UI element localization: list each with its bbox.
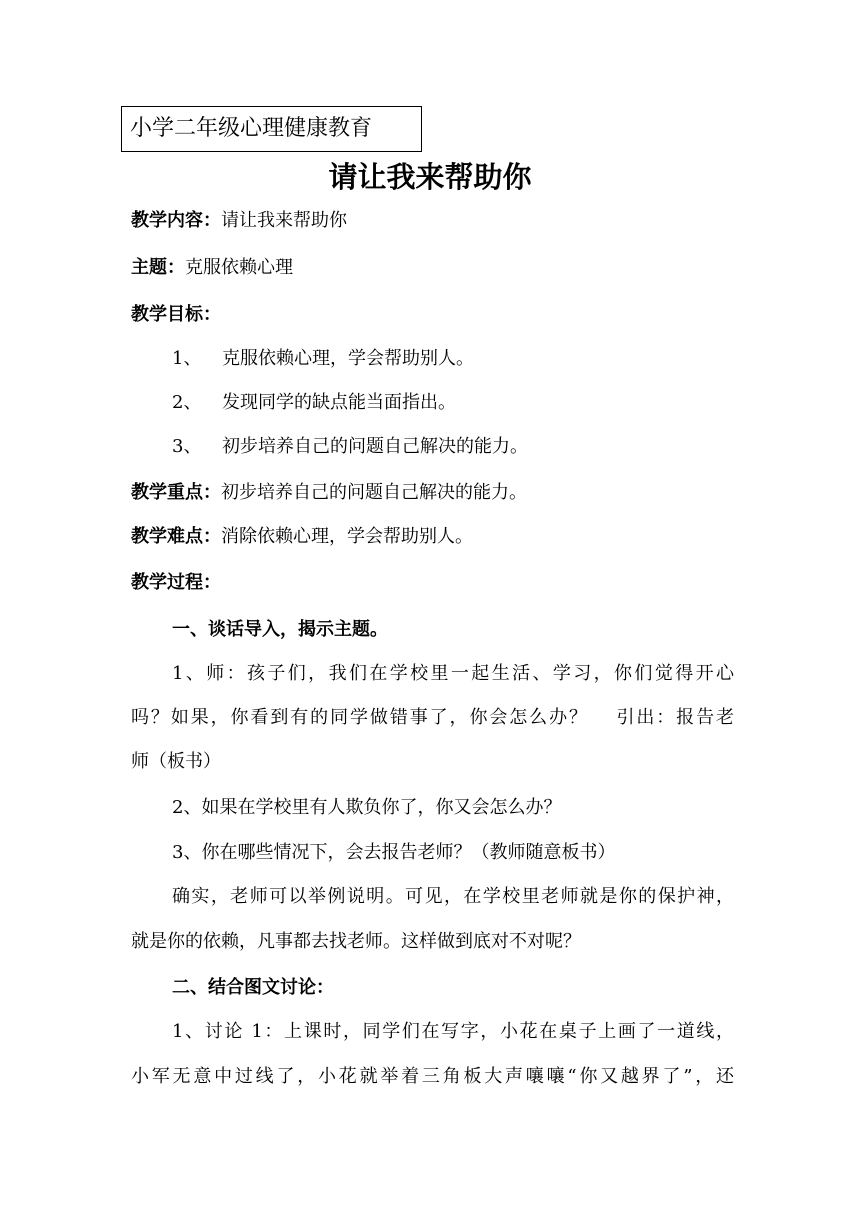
theme-value: 克服依赖心理 [185, 257, 293, 278]
goal-item [172, 346, 474, 372]
difficulty-field [131, 524, 473, 550]
section2-p1-line1: 1、讨论 1：上课时，同学们在写字，小花在桌子上画了一道线， [172, 1021, 734, 1042]
goal-number: 3、 [172, 436, 202, 457]
section1-p2: 2、如果在学校里有人欺负你了，你又会怎么办？ [172, 797, 562, 818]
process-label: 教学过程： [131, 572, 221, 593]
goal-text: 初步培养自己的问题自己解决的能力。 [222, 436, 528, 457]
section1-p4-line1: 确实，老师可以举例说明。可见，在学校里老师就是你的保护神， [172, 886, 734, 907]
section1-p1-line1: 1、师：孩子们，我们在学校里一起生活、学习，你们觉得开心 [172, 663, 734, 684]
lesson-title: 请让我来帮助你 [328, 160, 532, 194]
section1-p1-line3: 师（板书） [131, 751, 221, 772]
theme-label: 主题： [131, 257, 185, 278]
section2-heading: 二、结合图文讨论： [172, 977, 334, 998]
content-value: 请让我来帮助你 [221, 210, 347, 231]
content-field [131, 208, 347, 234]
section1-p1-line2: 吗？如果，你看到有的同学做错事了，你会怎么办？ 引出：报告老 [131, 707, 734, 728]
section1-p4-line2: 就是你的依赖，凡事都去找老师。这样做到底对不对呢？ [131, 931, 581, 952]
key-point-field [131, 480, 527, 506]
section1-heading: 一、谈话导入，揭示主题。 [172, 619, 388, 640]
goal-text: 克服依赖心理，学会帮助别人。 [222, 348, 474, 369]
key-point-label: 教学重点： [131, 482, 221, 503]
goal-item [172, 434, 528, 460]
goal-item [172, 390, 456, 416]
difficulty-value: 消除依赖心理，学会帮助别人。 [221, 526, 473, 547]
goal-number: 2、 [172, 392, 202, 413]
difficulty-label: 教学难点： [131, 526, 221, 547]
goal-number: 1、 [172, 348, 202, 369]
theme-field [131, 255, 293, 281]
content-label: 教学内容： [131, 210, 221, 231]
goal-text: 发现同学的缺点能当面指出。 [222, 392, 456, 413]
goals-label: 教学目标： [131, 304, 221, 325]
grade-subject-box: 小学二年级心理健康教育 [121, 106, 422, 152]
key-point-value: 初步培养自己的问题自己解决的能力。 [221, 482, 527, 503]
section1-p3: 3、你在哪些情况下，会去报告老师？（教师随意板书） [172, 842, 616, 863]
section2-p1-line2: 小军无意中过线了，小花就举着三角板大声嚷嚷“你又越界了”，还 [131, 1066, 734, 1087]
goals-field [131, 302, 221, 328]
